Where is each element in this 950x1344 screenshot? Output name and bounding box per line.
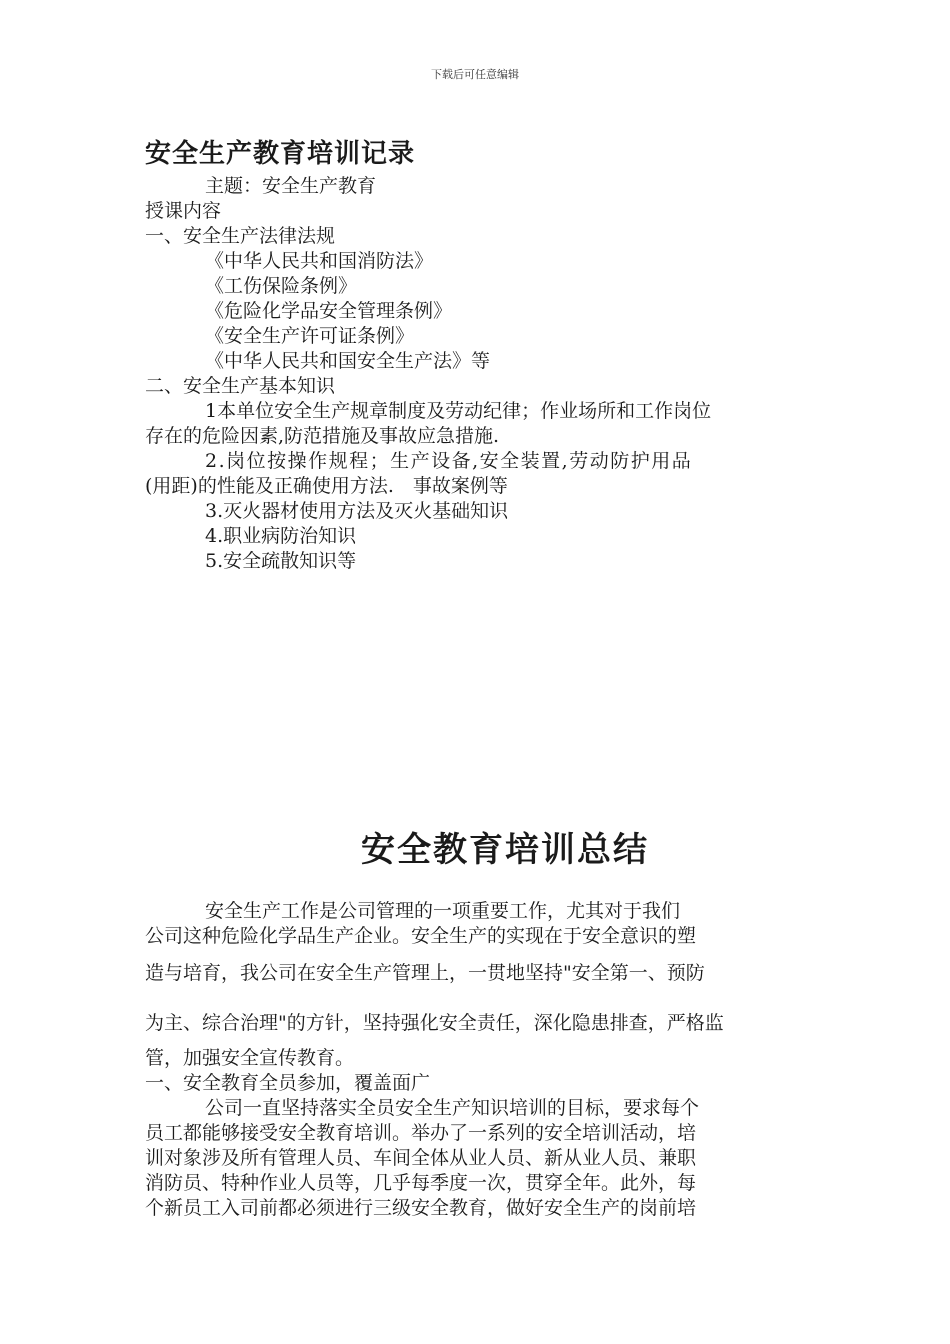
knowledge-item-2-line-1: 2.岗位按操作规程；生产设备,安全装置,劳动防护用品	[205, 450, 693, 472]
summary-p1-line: 安全生产工作是公司管理的一项重要工作，尤其对于我们	[205, 900, 681, 922]
knowledge-item-1-line-1: 1本单位安全生产规章制度及劳动纪律；作业场所和工作岗位	[205, 400, 712, 422]
knowledge-item-3: 3.灭火器材使用方法及灭火基础知识	[205, 500, 509, 522]
summary-section-heading: 一、安全教育全员参加，覆盖面广	[145, 1072, 431, 1094]
law-item: 《中华人民共和国安全生产法》等	[205, 350, 491, 372]
record-title: 安全生产教育培训记录	[145, 139, 416, 169]
knowledge-item-2-line-2: (用距)的性能及正确使用方法. 事故案例等	[145, 475, 508, 497]
record-subject: 主题：安全生产教育	[205, 175, 377, 197]
summary-p2-line: 公司一直坚持落实全员安全生产知识培训的目标，要求每个	[205, 1097, 700, 1119]
summary-p1-line: 为主、综合治理"的方针，坚持强化安全责任，深化隐患排查，严格监	[145, 1012, 724, 1034]
knowledge-item-5: 5.安全疏散知识等	[205, 550, 357, 572]
summary-p1-line: 造与培育，我公司在安全生产管理上，一贯地坚持"安全第一、预防	[145, 962, 705, 984]
summary-p2-line: 个新员工入司前都必须进行三级安全教育，做好安全生产的岗前培	[145, 1197, 697, 1219]
summary-p2-line: 训对象涉及所有管理人员、车间全体从业人员、新从业人员、兼职	[145, 1147, 697, 1169]
knowledge-item-4: 4.职业病防治知识	[205, 525, 357, 547]
summary-p1-line: 管，加强安全宣传教育。	[145, 1047, 355, 1069]
law-item: 《工伤保险条例》	[205, 275, 358, 297]
section-laws-heading: 一、安全生产法律法规	[145, 225, 336, 247]
summary-p2-line: 消防员、特种作业人员等，几乎每季度一次，贯穿全年。此外，每	[145, 1172, 697, 1194]
content-label: 授课内容	[145, 200, 222, 222]
summary-p1-line: 公司这种危险化学品生产企业。安全生产的实现在于安全意识的塑	[145, 925, 697, 947]
summary-p2-line: 员工都能够接受安全教育培训。举办了一系列的安全培训活动，培	[145, 1122, 697, 1144]
law-item: 《危险化学品安全管理条例》	[205, 300, 453, 322]
knowledge-item-1-line-2: 存在的危险因素,防范措施及事故应急措施.	[145, 425, 500, 447]
header-note: 下载后可任意编辑	[431, 68, 519, 81]
section-knowledge-heading: 二、安全生产基本知识	[145, 375, 336, 397]
law-item: 《中华人民共和国消防法》	[205, 250, 434, 272]
summary-title: 安全教育培训总结	[361, 830, 649, 870]
law-item: 《安全生产许可证条例》	[205, 325, 415, 347]
